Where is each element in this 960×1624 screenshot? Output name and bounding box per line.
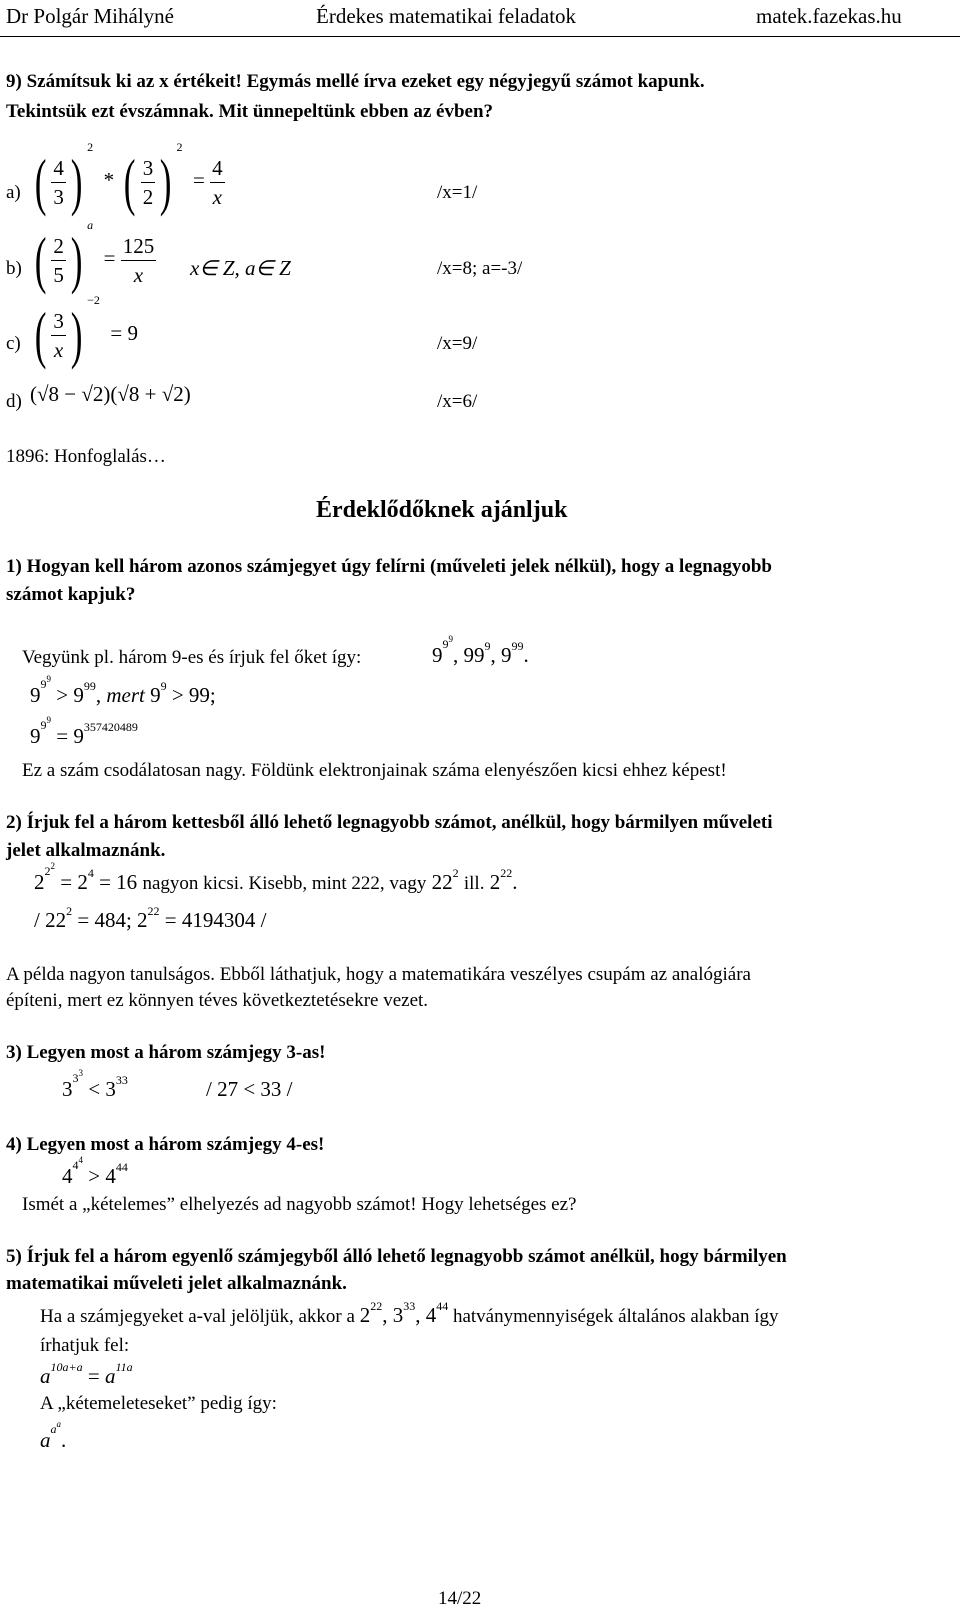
p9-a-result: /x=1/ [437,182,478,203]
header-author: Dr Polgár Mihályné [6,4,174,28]
q1-conclusion: Ez a szám csodálatosan nagy. Földünk elektronjainak száma elenyészően kicsi ehhez képest! [22,760,727,781]
equation-b: ( $\frac{2}{5}$ ) $^a$ = $\frac{125}{x}$ [34,217,155,295]
p9-b-label: b) [6,258,22,279]
header-site: matek.fazekas.hu [756,4,902,28]
q2-r1: 484; [94,908,132,932]
header-title: Érdekes matematikai feladatok [316,4,577,28]
equation-d: (√8 − √2)(√8 + √2) [30,382,191,406]
p9-a-label: a) [6,182,21,203]
q2-eq1: $2^{2^2} = 2^4 = 16$ nagyon kicsi. Kisebb, mint 222, vagy $22^2$ ill. $2^{22}$. [34,861,518,894]
q3-title: 3) Legyen most a három számjegy 3-as! [6,1042,326,1063]
q4-note: Ismét a „kételemes” elhelyezés ad nagyobb számot! Hogy lehetséges ez? [22,1194,577,1215]
q2-r2: 4194304 [181,908,256,932]
q5-t3: írhatjuk fel: [40,1335,130,1356]
q3-expression: $3^{3^3} < 3^{33}$ [62,1068,128,1101]
q2-small: nagyon kicsi. Kisebb, mint 222, vagy [142,873,427,894]
p9-d-label: d) [6,391,22,412]
header-rule [0,36,960,37]
q2-note2: építeni, mert ez könnyen téves következtetésekre vezet. [6,990,429,1011]
q1-text: Vegyünk pl. három 9-es és írjuk fel őket így: [22,647,362,668]
q5-line3: Ha a számjegyeket a-val jelöljük, akkor a $2^{22}$, $3^{33}$, $4^{44}$ hatványmennyiségek általános alakban így [40,1299,779,1327]
q2-note1: A példa nagyon tanulságos. Ebből láthatjuk, hogy a matematikára veszélyes csupám az analógiára [6,964,751,985]
q1-line2: számot kapjuk? [6,584,136,605]
p9-b-result: /x=8; a=-3/ [437,258,523,279]
p9-d-result: /x=6/ [437,391,478,412]
page-number: 14/22 [438,1588,482,1609]
q5-t4: A „kétemeleteseket” pedig így: [40,1393,277,1414]
q2-line1: 2) Írjuk fel a három kettesből álló lehető legnagyobb számot, anélkül, hogy bármilyen műveleti [6,812,773,833]
equation-c: ( $\frac{3}{x}$ ) $^{-2}$ = 9 [34,292,138,370]
q5-formula2: $a^{a^a}$. [40,1419,67,1452]
q1-line1: 1) Hogyan kell három azonos számjegyet úgy felírni (műveleti jelek nélkül), hogy a legnagyobb [6,556,772,577]
q5-t1: Ha a számjegyeket a-val jelöljük, akkor a [40,1306,355,1327]
p9-c-result: /x=9/ [437,333,478,354]
q5-formula1: $a^{10a+a} = a^{11a}$ [40,1360,133,1388]
q1-eq2: $9^{9^9} = 9^{357420489}$ [30,715,138,748]
q5-line2: matematikai műveleti jelet alkalmaznánk. [6,1273,347,1294]
q4-title: 4) Legyen most a három számjegy 4-es! [6,1134,325,1155]
q5-line1: 5) Írjuk fel a három egyenlő számjegyből álló lehető legnagyobb számot anélkül, hogy bármilyen [6,1246,787,1267]
q1-mert: mert [106,683,145,707]
p9-answer: 1896: Honfoglalás… [6,446,166,467]
equation-a: ( $\frac{4}{3}$ ) $^2$ * ( $\frac{3}{2}$ ) $^2$ = $\frac{4}{x}$ [34,139,223,217]
q1-ineq1: $9^{9^9} > 9^{99}$, mert $9^9 > 99$; [30,674,216,707]
q1-expression: $9^{9^9}$, $99^9$, $9^{99}$. [432,634,529,667]
p9-line1: 9) Számítsuk ki az x értékeit! Egymás mellé írva ezeket egy négyjegyű számot kapunk. [6,71,705,92]
q2-line2: jelet alkalmaznánk. [6,840,166,861]
q4-expression: $4^{4^4} > 4^{44}$ [62,1155,128,1188]
q3-compare: / 27 < 33 / [206,1077,293,1101]
p9-b-condition: x∈ Z, a∈ Z [190,256,291,280]
p9-line2: Tekintsük ezt évszámnak. Mit ünnepeltünk ebben az évben? [6,101,494,122]
q1-exp-big: 357420489 [83,720,138,734]
p9-c-label: c) [6,333,21,354]
q2-ill: ill. [463,873,485,894]
q5-t2: hatványmennyiségek általános alakban így [452,1306,779,1327]
q2-eq2: / $22^2 = 484$; $2^{22} = 4194304$ / [34,904,267,932]
section-title: Érdeklődőknek ajánljuk [316,497,568,523]
